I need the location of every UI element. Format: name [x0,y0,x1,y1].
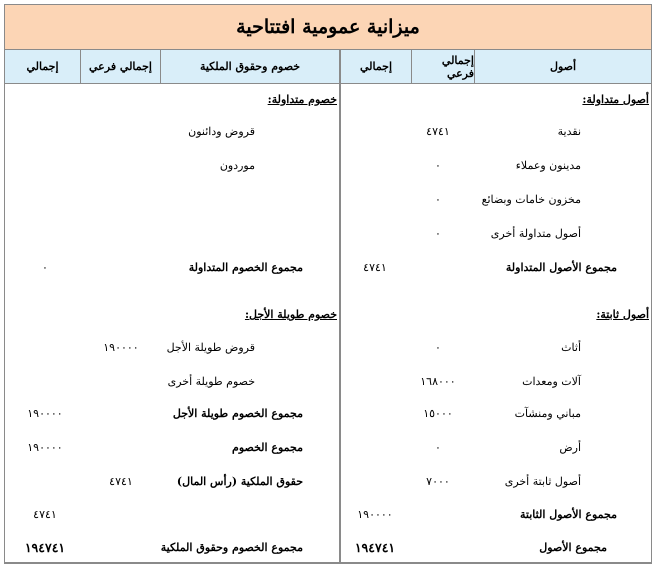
land-value: ٠ [435,441,441,454]
header-liab-subtotal: إجمالي فرعي [81,50,160,84]
cash-value: ٤٧٤١ [426,125,450,138]
header-assets-subtotal: إجمالي فرعي [412,50,474,84]
machinery-label: آلات ومعدات [522,375,581,388]
equity-label: حقوق الملكية (رأس المال) [176,475,303,488]
equity-subtotal-value: ٤٧٤١ [109,475,133,488]
long-loans-value: ١٩٠٠٠٠ [103,341,139,354]
other-long-liab-label: خصوم طويلة أخرى [167,375,255,388]
total-long-liab-label: مجموع الخصوم طويلة الأجل [172,407,303,420]
other-current-assets-value: ٠ [435,227,441,240]
header-divider [80,50,81,84]
balance-sheet [4,4,652,564]
furniture-value: ٠ [435,341,441,354]
total-current-assets-value: ٤٧٤١ [363,261,387,274]
total-current-assets-label: مجموع الأصول المتداولة [505,261,617,274]
debtors-label: مدينون وعملاء [515,159,581,172]
other-fixed-assets-value: ٧٠٠٠ [426,475,450,488]
total-liab-value: ١٩٠٠٠٠ [27,441,63,454]
buildings-value: ١٥٠٠٠ [423,407,453,420]
furniture-label: أثاث [561,341,581,354]
grand-total-value: ١٩٤٧٤١ [24,540,66,555]
machinery-value: ١٦٨٠٠٠ [420,375,456,388]
header-assets: أصول [475,50,651,84]
suppliers-label: موردون [219,159,255,172]
inventory-value: ٠ [435,193,441,206]
center-divider [339,50,341,564]
total-fixed-assets-value: ١٩٠٠٠٠ [357,508,393,521]
land-label: أرض [559,441,581,454]
total-long-liab-value: ١٩٠٠٠٠ [27,407,63,420]
liab-current-heading: خصوم متداولة: [267,93,337,106]
other-current-assets-label: أصول متداولة أخرى [490,227,581,240]
total-current-liab-value: ٠ [42,261,48,274]
total-liab-label: مجموع الخصوم [232,441,303,454]
cash-label: نقدية [557,125,581,138]
total-fixed-assets-label: مجموع الأصول الثابتة [520,508,617,521]
grand-total-label: مجموع الخصوم وحقوق الملكية [160,541,303,554]
inventory-label: مخزون خامات وبضائع [481,193,581,206]
debtors-value: ٠ [435,159,441,172]
header-divider [411,50,412,84]
bottom-rule [5,562,651,563]
header-liabilities: خصوم وحقوق الملكية [161,50,339,84]
header-liab-total: إجمالي [5,50,80,84]
total-current-liab-label: مجموع الخصوم المتداولة [188,261,303,274]
assets-current-heading: أصول متداولة: [582,93,649,106]
liab-long-heading: خصوم طويلة الأجل: [244,308,337,321]
other-fixed-assets-label: أصول ثابتة أخرى [504,475,581,488]
equity-total-value: ٤٧٤١ [33,508,57,521]
sheet-title: ميزانية عمومية افتتاحية [5,5,651,50]
header-divider [160,50,161,84]
long-loans-label: قروض طويلة الأجل [166,341,255,354]
assets-fixed-heading: أصول ثابتة: [596,308,649,321]
header-assets-total: إجمالي [341,50,411,84]
loans-label: قروض ودائنون [188,125,255,138]
header-divider [474,50,475,84]
total-assets-value: ١٩٤٧٤١ [354,540,396,555]
total-assets-label: مجموع الأصول [539,541,607,554]
buildings-label: مباني ومنشآت [514,407,581,420]
